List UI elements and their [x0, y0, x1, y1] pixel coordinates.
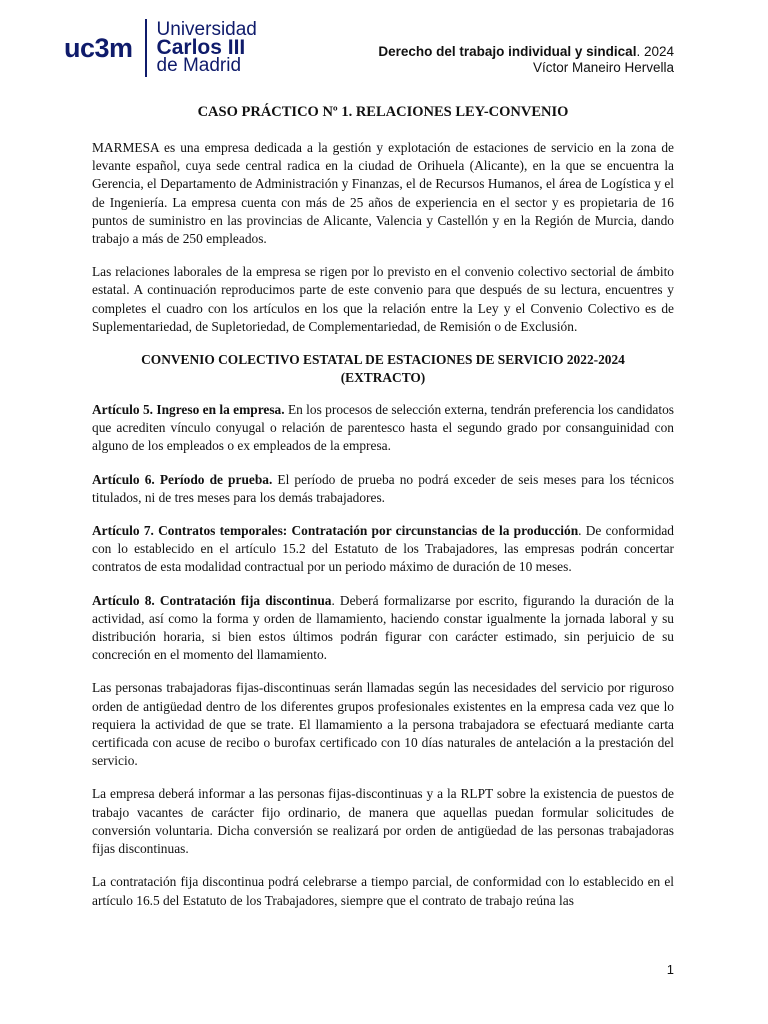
article-6-body: El período de prueba no podrá exceder de seis meses para los técnicos titulados, ni de tres meses para los demás trabajadores. [92, 471, 674, 505]
article-5 [92, 401, 674, 456]
article-8 [92, 592, 674, 665]
article-6-heading: Artículo 6. Período de prueba. [92, 471, 273, 487]
article-5-body: En los procesos de selección externa, tendrán preferencia los candidatos que acrediten vínculo conyugal o relación de parentesco hasta el segundo grado por consanguinidad con alguno de los empleados o ex empleados de la empresa. [92, 402, 674, 454]
convenio-subtitle [92, 351, 674, 387]
article-8-paragraph-2: Las personas trabajadoras fijas-discontinuas serán llamadas según las necesidades del servicio por riguroso orden de antigüedad dentro de los diferentes grupos profesionales existentes en la empresa cada vez que lo requiera la actividad de que se trate. El llamamiento a la persona trabajadora se efectuará mediante carta certificada con acuse de recibo o burofax certificado con 10 días naturales de antelación a la prestación del servicio. [92, 680, 674, 769]
course-line [378, 44, 674, 60]
document-body [92, 104, 674, 925]
article-8-paragraph-4: La contratación fija discontinua podrá celebrarse a tiempo parcial, de conformidad con lo establecido en el artículo 16.5 del Estatuto de los Trabajadores, siempre que el contrato de trabajo reúna las [92, 874, 674, 908]
subtitle-line1: CONVENIO COLECTIVO ESTATAL DE ESTACIONES DE SERVICIO 2022-2024 [141, 352, 625, 368]
article-8-heading: Artículo 8. Contratación fija discontinua [92, 592, 332, 608]
article-8-paragraph-3: La empresa deberá informar a las personas fijas-discontinuas y a la RLPT sobre la existencia de puestos de trabajo vacantes de carácter fijo ordinario, de manera que aquellas puedan formular solicitudes de conversión voluntaria. Dicha conversión se realizará por orden de antigüedad de las personas trabajadoras fijas discontinuas. [92, 786, 674, 857]
article-7 [92, 522, 674, 577]
logo-line3: de Madrid [156, 55, 242, 76]
logo-uc3m-text: uc3m [64, 32, 133, 63]
university-logo [64, 16, 257, 80]
article-6 [92, 471, 674, 507]
logo-line2: Carlos III [156, 36, 246, 59]
page-header [0, 0, 768, 90]
course-year: . 2024 [636, 44, 674, 59]
article-7-body: . De conformidad con lo establecido en el artículo 15.2 del Estatuto de los Trabajadores, las empresas podrán concertar contratos de esta modalidad contractual por un periodo máximo de duración de 10 meses. [92, 523, 674, 575]
page-number: 1 [666, 962, 674, 977]
intro-paragraph-2: Las relaciones laborales de la empresa se rigen por lo previsto en el convenio colectivo sectorial de ámbito estatal. A continuación reproducimos parte de este convenio para que después de su lectura, encuentres y completes el cuadro con los artículos en los que la relación entre la Ley y el Convenio Colectivo es de Suplementariedad, de Supletoriedad, de Complementariedad, de Remisión o de Exclusión. [92, 264, 674, 334]
article-8-body: . Deberá formalizarse por escrito, figurando la duración de la actividad, así como la forma y orden de llamamiento, haciendo constar igualmente la jornada laboral y su distribución horaria, si bien estos últimos podrán figurar con carácter estimado, sin perjuicio de su concreción en el momento del llamamiento. [92, 592, 674, 663]
intro-paragraph-1: MARMESA es una empresa dedicada a la gestión y explotación de estaciones de servicio en la zona de levante español, cuya sede central radica en la ciudad de Orihuela (Alicante), en la que se encuentra la Gerencia, el Departamento de Administración y Finanzas, el de Recursos Humanos, el área de Logística y el de Ingeniería. La empresa cuenta con más de 25 años de experiencia en el sector y es propietaria de 16 puntos de suministro en las provincias de Alicante, Valencia y Castellón y en la Región de Murcia, dando trabajo a más de 250 empleados. [92, 140, 674, 247]
logo-line1: Universidad [156, 19, 257, 40]
subtitle-line2: (EXTRACTO) [340, 370, 426, 386]
course-title: Derecho del trabajo individual y sindical [378, 44, 637, 59]
header-course-info [378, 44, 674, 76]
author-name: Víctor Maneiro Hervella [532, 60, 674, 75]
article-7-heading: Artículo 7. Contratos temporales: Contratación por circunstancias de la producción [92, 523, 579, 539]
logo-divider [145, 19, 147, 77]
logo-university-name [157, 21, 257, 75]
article-5-heading: Artículo 5. Ingreso en la empresa. [92, 402, 285, 418]
document-title: CASO PRÁCTICO Nº 1. RELACIONES LEY-CONVENIO [197, 104, 569, 120]
